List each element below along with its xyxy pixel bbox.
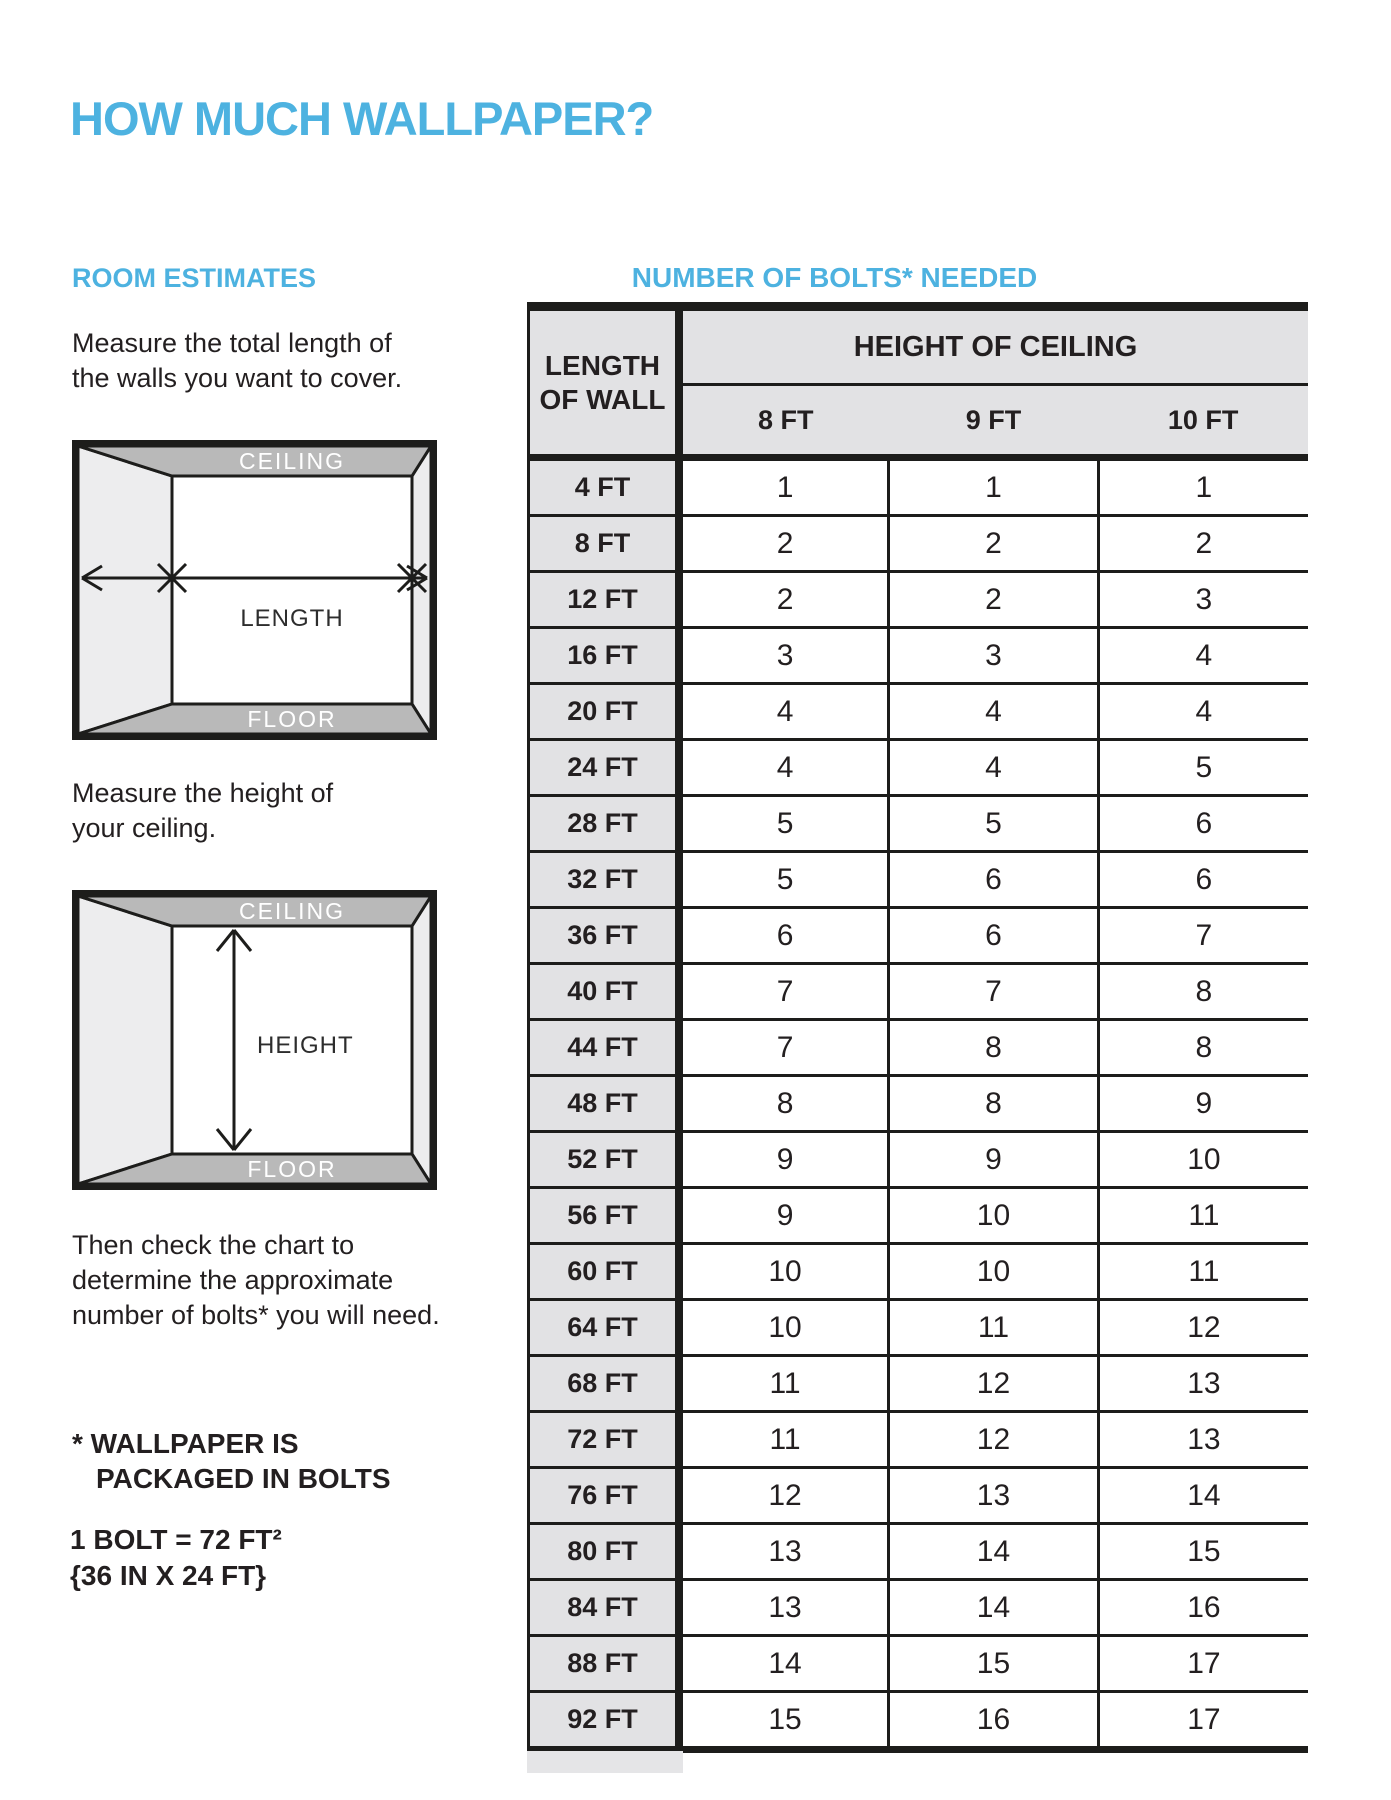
wall-length-cell: 32 FT: [529, 852, 679, 908]
table-row: [529, 740, 1309, 796]
table-header-row-1: [529, 307, 1309, 385]
bolts-9ft-cell: 9: [889, 1132, 1099, 1188]
table-bottom-shadow: [527, 1751, 683, 1773]
wall-length-cell: 36 FT: [529, 908, 679, 964]
bolts-9ft-cell: 2: [889, 572, 1099, 628]
table-row: [529, 1692, 1309, 1750]
room-length-diagram: [72, 440, 437, 740]
bolts-8ft-cell: 13: [679, 1580, 889, 1636]
bolts-10ft-cell: 14: [1098, 1468, 1308, 1524]
header-line: LENGTH: [544, 349, 661, 381]
bolts-10ft-cell: 15: [1098, 1524, 1308, 1580]
footnote-line: PACKAGED IN BOLTS: [96, 1463, 391, 1494]
table-row: [529, 908, 1309, 964]
bolts-9ft-cell: 8: [889, 1076, 1099, 1132]
length-of-wall-header: [529, 307, 679, 458]
bolts-8ft-cell: 9: [679, 1132, 889, 1188]
bolts-9ft-cell: 4: [889, 740, 1099, 796]
instruction-measure-height: [72, 776, 333, 846]
wall-length-cell: 8 FT: [529, 516, 679, 572]
bolts-8ft-cell: 12: [679, 1468, 889, 1524]
table-row: [529, 964, 1309, 1020]
table-row: [529, 1412, 1309, 1468]
wall-length-cell: 72 FT: [529, 1412, 679, 1468]
bolts-8ft-cell: 14: [679, 1636, 889, 1692]
bolts-8ft-cell: 13: [679, 1524, 889, 1580]
table-row: [529, 628, 1309, 684]
bolts-8ft-cell: 15: [679, 1692, 889, 1750]
room-estimates-heading: ROOM ESTIMATES: [72, 263, 317, 293]
bolts-10ft-cell: 4: [1098, 628, 1308, 684]
bolts-9ft-cell: 11: [889, 1300, 1099, 1356]
wall-length-cell: 28 FT: [529, 796, 679, 852]
bolts-10ft-cell: 12: [1098, 1300, 1308, 1356]
wall-length-cell: 40 FT: [529, 964, 679, 1020]
bolts-9ft-cell: 8: [889, 1020, 1099, 1076]
bolt-footnote: [72, 1426, 391, 1496]
bolts-10ft-cell: 3: [1098, 572, 1308, 628]
table-row: [529, 1132, 1309, 1188]
bolts-8ft-cell: 1: [679, 458, 889, 516]
bolts-8ft-cell: 7: [679, 1020, 889, 1076]
table-row: [529, 1468, 1309, 1524]
bolts-8ft-cell: 8: [679, 1076, 889, 1132]
bolts-9ft-cell: 4: [889, 684, 1099, 740]
wall-length-cell: 16 FT: [529, 628, 679, 684]
bolts-9ft-cell: 7: [889, 964, 1099, 1020]
bolts-10ft-cell: 10: [1098, 1132, 1308, 1188]
bolts-9ft-cell: 13: [889, 1468, 1099, 1524]
bolts-10ft-cell: 4: [1098, 684, 1308, 740]
table-row: [529, 1076, 1309, 1132]
instruction-line: Then check the chart to: [72, 1230, 355, 1260]
table-row: [529, 684, 1309, 740]
bolts-10ft-cell: 11: [1098, 1244, 1308, 1300]
bolts-10ft-cell: 7: [1098, 908, 1308, 964]
table-row: [529, 1580, 1309, 1636]
floor-label: FLOOR: [247, 1156, 337, 1182]
bolts-9ft-cell: 12: [889, 1356, 1099, 1412]
bolts-8ft-cell: 4: [679, 684, 889, 740]
bolts-8ft-cell: 3: [679, 628, 889, 684]
back-wall: [172, 476, 412, 704]
bolts-9ft-cell: 6: [889, 908, 1099, 964]
bolts-10ft-cell: 6: [1098, 852, 1308, 908]
instruction-line: Measure the total length of: [72, 328, 392, 358]
wall-length-cell: 12 FT: [529, 572, 679, 628]
bolts-9ft-cell: 16: [889, 1692, 1099, 1750]
right-wall: [412, 896, 431, 1184]
bolts-9ft-cell: 10: [889, 1244, 1099, 1300]
ceiling-label: CEILING: [238, 448, 346, 474]
height-label: HEIGHT: [257, 1032, 354, 1059]
bolt-dimensions: {36 IN X 24 FT}: [70, 1560, 267, 1591]
bolts-8ft-cell: 9: [679, 1188, 889, 1244]
wall-length-cell: 52 FT: [529, 1132, 679, 1188]
bolts-8ft-cell: 2: [679, 572, 889, 628]
instruction-check-chart: [72, 1228, 440, 1333]
bolts-10ft-cell: 17: [1098, 1692, 1308, 1750]
bolts-9ft-cell: 14: [889, 1524, 1099, 1580]
table-row: [529, 1524, 1309, 1580]
bolts-9ft-cell: 6: [889, 852, 1099, 908]
instruction-line: your ceiling.: [72, 813, 217, 843]
table-row: [529, 1636, 1309, 1692]
bolts-8ft-cell: 11: [679, 1356, 889, 1412]
bolt-equation: 1 BOLT = 72 FT²: [70, 1524, 282, 1555]
bolts-table-container: [527, 302, 1308, 1753]
table-row: [529, 1356, 1309, 1412]
table-row: [529, 458, 1309, 516]
wall-length-cell: 88 FT: [529, 1636, 679, 1692]
bolts-9ft-cell: 15: [889, 1636, 1099, 1692]
bolts-10ft-cell: 11: [1098, 1188, 1308, 1244]
table-row: [529, 1188, 1309, 1244]
bolts-8ft-cell: 5: [679, 852, 889, 908]
wall-length-cell: 48 FT: [529, 1076, 679, 1132]
bolts-9ft-cell: 5: [889, 796, 1099, 852]
instruction-line: number of bolts* you will need.: [72, 1300, 440, 1330]
bolts-9ft-cell: 14: [889, 1580, 1099, 1636]
bolts-9ft-cell: 12: [889, 1412, 1099, 1468]
bolts-8ft-cell: 11: [679, 1412, 889, 1468]
right-wall: [412, 446, 431, 734]
table-row: [529, 1244, 1309, 1300]
height-of-ceiling-header: HEIGHT OF CEILING: [679, 307, 1308, 385]
bolts-8ft-cell: 6: [679, 908, 889, 964]
wall-length-cell: 68 FT: [529, 1356, 679, 1412]
column-header-10ft: 10 FT: [1098, 385, 1308, 458]
left-wall: [78, 896, 172, 1184]
bolts-9ft-cell: 10: [889, 1188, 1099, 1244]
table-row: [529, 572, 1309, 628]
wall-length-cell: 76 FT: [529, 1468, 679, 1524]
table-row: [529, 796, 1309, 852]
bolts-10ft-cell: 6: [1098, 796, 1308, 852]
wall-length-cell: 20 FT: [529, 684, 679, 740]
bolts-8ft-cell: 2: [679, 516, 889, 572]
bolts-10ft-cell: 9: [1098, 1076, 1308, 1132]
instruction-measure-length: [72, 326, 402, 396]
instruction-line: Measure the height of: [72, 778, 334, 808]
bolt-size-info: [70, 1522, 282, 1594]
bolts-9ft-cell: 2: [889, 516, 1099, 572]
bolts-10ft-cell: 8: [1098, 1020, 1308, 1076]
bolts-10ft-cell: 8: [1098, 964, 1308, 1020]
bolts-9ft-cell: 1: [889, 458, 1099, 516]
bolts-9ft-cell: 3: [889, 628, 1099, 684]
bolts-10ft-cell: 2: [1098, 516, 1308, 572]
bolts-8ft-cell: 4: [679, 740, 889, 796]
wall-length-cell: 56 FT: [529, 1188, 679, 1244]
column-header-8ft: 8 FT: [679, 385, 889, 458]
wall-length-cell: 24 FT: [529, 740, 679, 796]
table-row: [529, 1300, 1309, 1356]
wall-length-cell: 44 FT: [529, 1020, 679, 1076]
bolts-table: [527, 302, 1308, 1753]
bolts-table-heading: NUMBER OF BOLTS* NEEDED: [631, 262, 1038, 293]
length-label: LENGTH: [240, 605, 344, 632]
ceiling-label: CEILING: [238, 898, 346, 924]
wall-length-cell: 64 FT: [529, 1300, 679, 1356]
bolts-8ft-cell: 5: [679, 796, 889, 852]
bolts-8ft-cell: 10: [679, 1300, 889, 1356]
bolts-8ft-cell: 7: [679, 964, 889, 1020]
header-line: OF WALL: [539, 383, 666, 415]
room-height-diagram: [72, 890, 437, 1190]
wall-length-cell: 60 FT: [529, 1244, 679, 1300]
floor-label: FLOOR: [247, 706, 337, 732]
table-body: [529, 458, 1309, 1750]
wall-length-cell: 84 FT: [529, 1580, 679, 1636]
wall-length-cell: 92 FT: [529, 1692, 679, 1750]
bolts-10ft-cell: 13: [1098, 1356, 1308, 1412]
bolts-8ft-cell: 10: [679, 1244, 889, 1300]
bolts-10ft-cell: 16: [1098, 1580, 1308, 1636]
table-row: [529, 1020, 1309, 1076]
wall-length-cell: 4 FT: [529, 458, 679, 516]
bolts-10ft-cell: 13: [1098, 1412, 1308, 1468]
instruction-line: determine the approximate: [72, 1265, 394, 1295]
table-row: [529, 516, 1309, 572]
page-title: HOW MUCH WALLPAPER?: [70, 92, 654, 146]
bolts-10ft-cell: 1: [1098, 458, 1308, 516]
instruction-line: the walls you want to cover.: [72, 363, 403, 393]
table-row: [529, 852, 1309, 908]
column-header-9ft: 9 FT: [889, 385, 1099, 458]
bolts-10ft-cell: 5: [1098, 740, 1308, 796]
footnote-line: * WALLPAPER IS: [72, 1428, 299, 1459]
wall-length-cell: 80 FT: [529, 1524, 679, 1580]
bolts-10ft-cell: 17: [1098, 1636, 1308, 1692]
